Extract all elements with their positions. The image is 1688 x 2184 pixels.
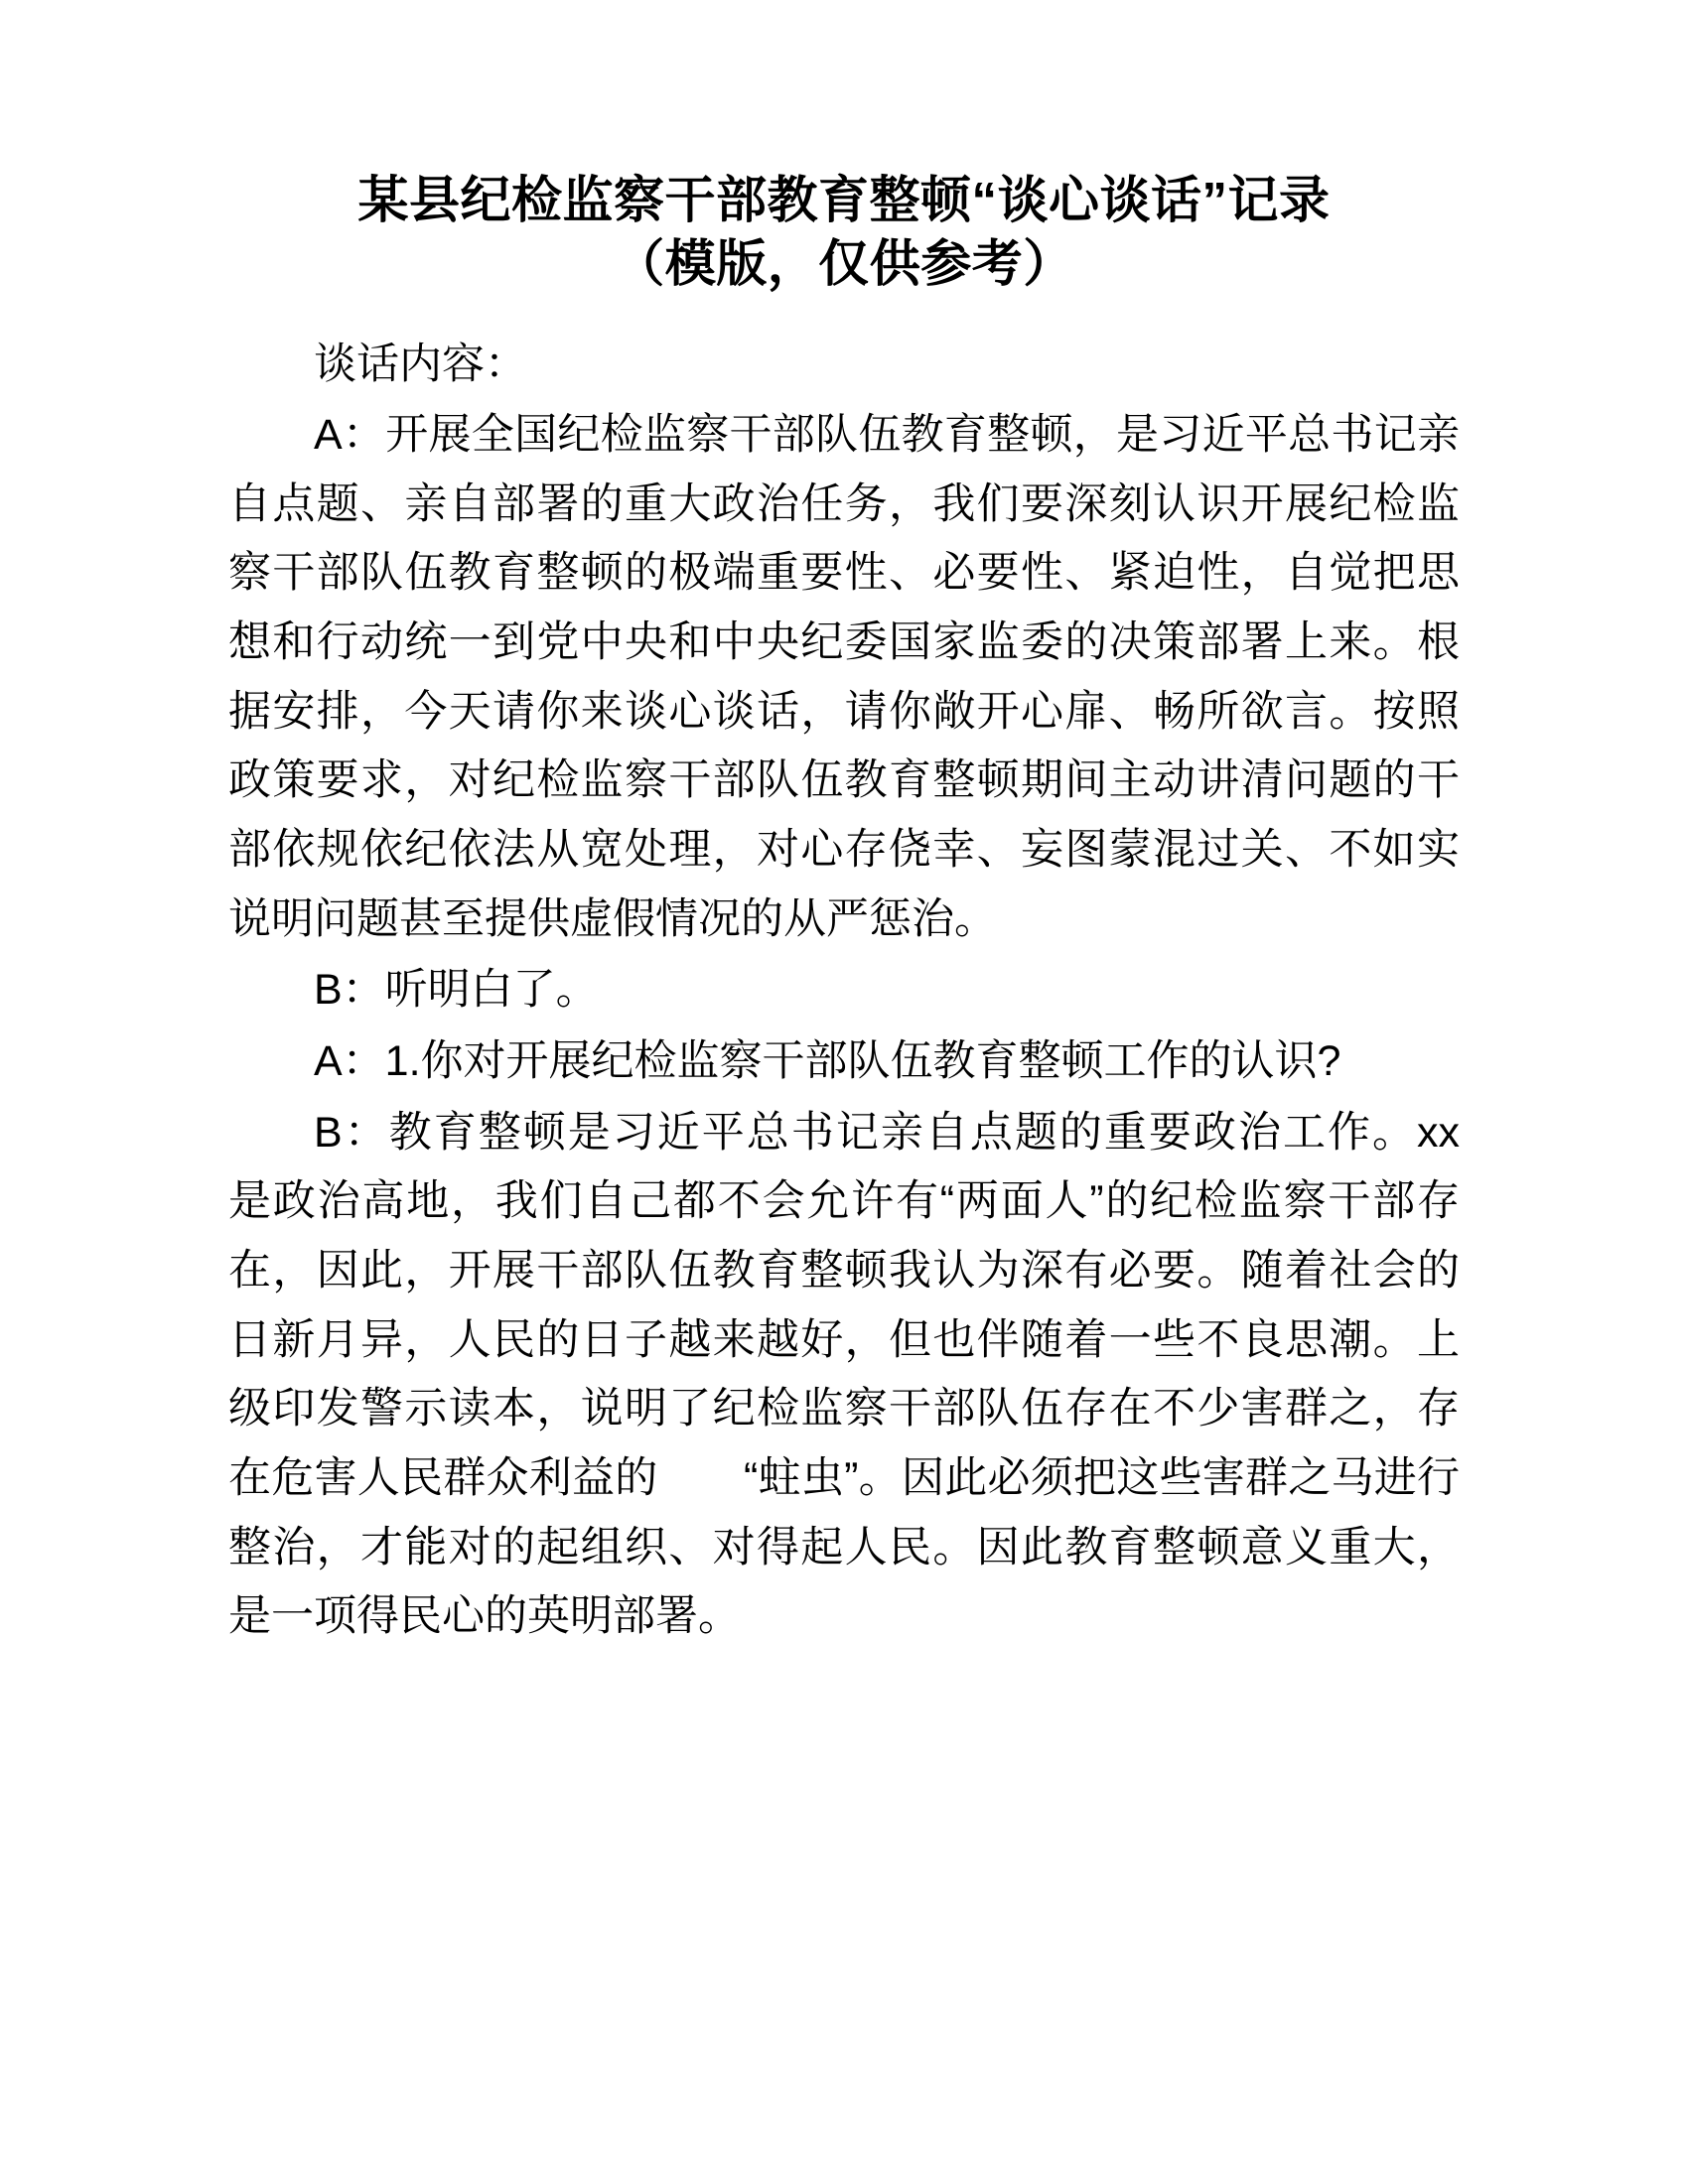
dialogue-paragraph-b-1: B：听明白了。 — [314, 966, 599, 1015]
dialogue-paragraph-a-2: A：1.你对开展纪检监察干部队伍教育整顿工作的认识? — [314, 1037, 1341, 1086]
document-title-line-2: （模版，仅供参考） — [614, 235, 1074, 293]
document-content — [228, 169, 1460, 1652]
section-label-talk-content: 谈话内容： — [314, 340, 527, 388]
document-body — [228, 331, 1460, 1652]
page-title — [228, 169, 1460, 297]
dialogue-paragraph-a-1: A：开展全国纪检监察干部队伍教育整顿，是习近平总书记亲自点题、亲自部署的重大政治任务，我们要深刻认识开展纪检监察干部队伍教育整顿的极端重要性、必要性、紧迫性，自觉把思想和行动统一到党中央和中央纪委国家监委的决策部署上来。根据安排，今天请你来谈心谈话，请你敞开心扉、畅所欲言。按照政策要求，对纪检监察干部队伍教育整顿期间主动讲清问题的干部依规依纪依法从宽处理，对心存侥幸、妄图蒙混过关、不如实说明问题甚至提供虚假情况的从严惩治。 — [228, 411, 1460, 943]
dialogue-paragraph-b-2: B：教育整顿是习近平总书记亲自点题的重要政治工作。xx 是政治高地，我们自己都不会允许有“两面人”的纪检监察干部存在，因此，开展干部队伍教育整顿我认为深有必要。随着社会的日新月异，人民的日子越来越好，但也伴随着一些不良思潮。上级印发警示读本，说明了纪检监察干部队伍存在不少害群之，存在危害人民群众利益的 “蛀虫”。因此必须把这些害群之马进行整治，才能对的起组织、对得起人民。因此教育整顿意义重大，是一项得民心的英明部署。 — [228, 1108, 1460, 1641]
document-title-line-1: 某县纪检监察干部教育整顿“谈心谈话”记录 — [357, 172, 1331, 228]
